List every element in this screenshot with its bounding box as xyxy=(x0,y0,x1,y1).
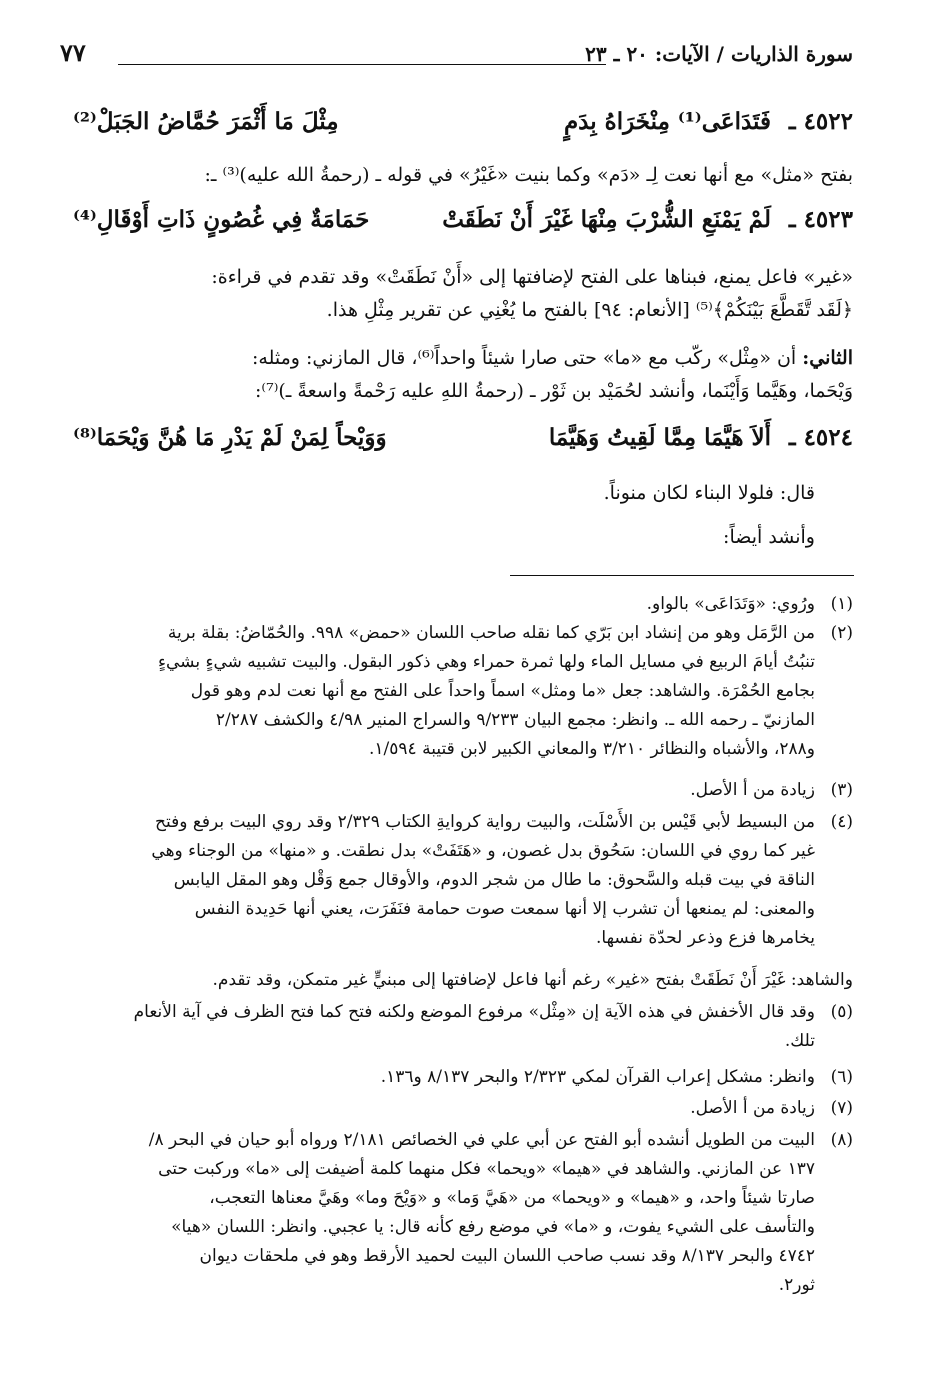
footnote-line: من البسيط لأبي قَيْس بن الأَسْلَت، والبيت رواية كروايةِ الكتاب ٢/٣٢٩ وقد روي البيت برفع وفتح xyxy=(155,812,815,832)
footnote-line: ٤٧٤٢ والبحر ٨/١٣٧ وقد نسب صاحب اللسان البيت لحميد الأرقط وهو في ملحقات ديوان xyxy=(199,1246,815,1266)
footnote-line: والمعنى: لم يمنعها أن تشرب إلا أنها سمعت صوت حمامة فنَفَرَت، يعني أنها حَدِيدة النفس xyxy=(194,899,815,919)
footnote-line: الناقة في بيت قبله والسَّحوق: ما طال من شجر الدوم، والأوقال جمع وَقْل وهو المقل اليابس xyxy=(173,870,815,890)
paragraph: قال: فلولا البناء لكان منوناً. xyxy=(603,482,815,504)
paragraph-line: «غير» فاعل يمنع، فبناها على الفتح لإضافتها إلى «أَنْ نَطَقَتْ» وقد تقدم في قراءة: xyxy=(211,266,853,288)
footnote-line: غير كما روي في اللسان: سَحُوق بدل غصون، و «هَتَفَتْ» بدل نطقت. و «منها» من الوجناء وهي xyxy=(151,841,815,861)
footnote-number: (١) xyxy=(830,594,853,614)
footnote-line: من الرَّمَل وهو من إنشاد ابن بَرّي كما نقله صاحب اللسان «حمض» ٩٩٨. والحُمّاضُ: بقلة برية xyxy=(167,623,815,643)
footnote-line: البيت من الطويل أنشده أبو الفتح عن أبي علي في الخصائص ٢/١٨١ ورواه أبو حيان في البحر ٨/ xyxy=(148,1130,815,1150)
footnote-line: وقد قال الأخفش في هذه الآية إن «مِثْل» مرفوع الموضع ولكنه فتح كما فتح الظرف في آية الأنعام xyxy=(133,1002,815,1022)
footnote-1 xyxy=(75,590,853,619)
footnote-line: زيادة من أ الأصل. xyxy=(690,780,815,800)
verse-first-hemistich: لَمْ يَمْنَعِ الشُّرْبَ مِنْهَا غَيْرَ أَنْ نَطَقَتْ xyxy=(442,206,771,233)
footnote-line: ورُوي: «وَتَدَاعَى» بالواو. xyxy=(646,594,815,614)
paragraph: بفتح «مثل» مع أنها نعت لِـ «دَم» وكما بنيت «غَيْرُ» في قوله ـ (رحمةُ الله عليه)⁽³⁾ ـ: xyxy=(204,164,853,186)
footnote-line: بجامع الحُمْرَة. والشاهد: جعل «ما ومثل» اسماً واحداً على الفتح مع أنها نعت لدم وهو قول xyxy=(190,681,815,701)
paragraph-line: ﴿لَقَد تَّقَطَّعَ بَيْنَكُمْ﴾⁽⁵⁾ [الأنعام: ٩٤] بالفتح ما يُغْنِي عن تقرير مِثْلِ هذا. xyxy=(326,299,853,321)
verse-number: ٤٥٢٤ ـ xyxy=(788,424,853,451)
verse-4524 xyxy=(73,424,853,458)
footnote-4-continuation: والشاهد: غَيْرَ أَنْ نَطَقَتْ بفتح «غير» رغم أنها فاعل لإضافتها إلى مبنيٍّ غير متمكن، وقد تقدم. xyxy=(212,970,853,990)
footnote-3 xyxy=(75,776,853,805)
footnote-number: (٥) xyxy=(830,1002,853,1022)
footnote-8 xyxy=(75,1126,853,1300)
paragraph-line: وَيْحَما، وهَيَّما وَأَيْنَما، وأنشد لحُمَيْد بن ثَوْر ـ (رحمةُ اللهِ عليه رَحْمةً واسعةً ـ)⁽⁷⁾: xyxy=(255,380,853,402)
footnote-number: (٨) xyxy=(830,1130,853,1150)
verse-number: ٤٥٢٣ ـ xyxy=(788,206,853,233)
verse-first-hemistich: أَلاَ هَيَّمَا مِمَّا لَقِيتُ وَهَيَّمَا xyxy=(548,424,771,451)
verse-second-hemistich: مِثْلَ مَا أَثْمَرَ حُمَّاضُ الجَبَلْ⁽²⁾ xyxy=(73,108,339,135)
paragraph-line xyxy=(252,343,853,373)
footnote-line: تنبُتُ أيامَ الربيع في مسايل الماء ولها ثمرة حمراء وهي ذكور البقول. والبيت تشبيه شيءٍ بشيءٍ xyxy=(157,652,815,672)
footnote-line: يخامرها فزع وذعر لحدّة نفسها. xyxy=(596,928,815,948)
footnote-5 xyxy=(75,998,853,1056)
header-rule xyxy=(118,64,606,65)
footnote-4 xyxy=(75,808,853,953)
paragraph-text: أن «مِثْل» ركّب مع «ما» حتى صارا شيئاً واحداً⁽⁶⁾، قال المازني: ومثله: xyxy=(252,347,797,369)
footnote-line: ثور٢. xyxy=(778,1275,815,1295)
verse-first-hemistich: فَتَدَاعَى⁽¹⁾ مِنْخَرَاهُ بِدَمٍ xyxy=(563,108,771,135)
footnote-number: (٢) xyxy=(830,623,853,643)
footnote-2 xyxy=(75,619,853,764)
footnote-line: و٢٨٨، والأشباه والنظائر ٣/٢١٠ والمعاني الكبير لابن قتيبة ١/٥٩٤. xyxy=(369,739,815,759)
footnote-6 xyxy=(75,1063,853,1092)
footnote-line: وانظر: مشكل إعراب القرآن لمكي ٢/٣٢٣ والبحر ٨/١٣٧ و١٣٦. xyxy=(380,1067,815,1087)
verse-number: ٤٥٢٢ ـ xyxy=(788,108,853,135)
paragraph: وأنشد أيضاً: xyxy=(723,526,815,548)
footnote-separator xyxy=(510,575,854,576)
footnote-line: صارتا شيئاً واحد، و «هيما» و «ويحما» من «هَيَّ وَما» و «وَيْحَ وما» وهَيَّ معناها التعجب، xyxy=(209,1188,815,1208)
verse-4522 xyxy=(73,108,853,142)
footnote-line: تلك. xyxy=(784,1031,815,1051)
footnote-line: والتأسف على الشيء يفوت، و «ما» في موضع رفع كأنه قال: يا عجبي. وانظر: اللسان «هيا» xyxy=(171,1217,815,1237)
verse-second-hemistich: وَوَيْحاً لِمَنْ لَمْ يَدْرِ مَا هُنَّ وَيْحَمَا⁽⁸⁾ xyxy=(73,424,387,451)
footnote-number: (٦) xyxy=(830,1067,853,1087)
footnote-number: (٧) xyxy=(830,1098,853,1118)
footnote-line: المازنيّ ـ رحمه الله ـ. وانظر: مجمع البيان ٩/٢٣٣ والسراج المنير ٤/٩٨ والكشف ٢/٢٨٧ xyxy=(215,710,815,730)
page-number: ٧٧ xyxy=(60,38,86,67)
footnote-number: (٣) xyxy=(830,780,853,800)
paragraph-label: الثاني: xyxy=(802,347,853,369)
footnote-line: زيادة من أ الأصل. xyxy=(690,1098,815,1118)
verse-second-hemistich: حَمَامَةٌ فِي غُصُونٍ ذَاتِ أَوْقَالِ⁽⁴⁾ xyxy=(73,206,370,233)
footnote-number: (٤) xyxy=(830,812,853,832)
running-header-title: سورة الذاريات / الآيات: ٢٠ ـ ٢٣ xyxy=(585,42,853,66)
verse-4523 xyxy=(73,206,853,240)
footnote-line: ١٣٧ عن المازني. والشاهد في «هيما» «ويحما» فكل منهما كلمة أضيفت إلى «ما» وركبت حتى xyxy=(158,1159,815,1179)
footnote-7 xyxy=(75,1094,853,1123)
